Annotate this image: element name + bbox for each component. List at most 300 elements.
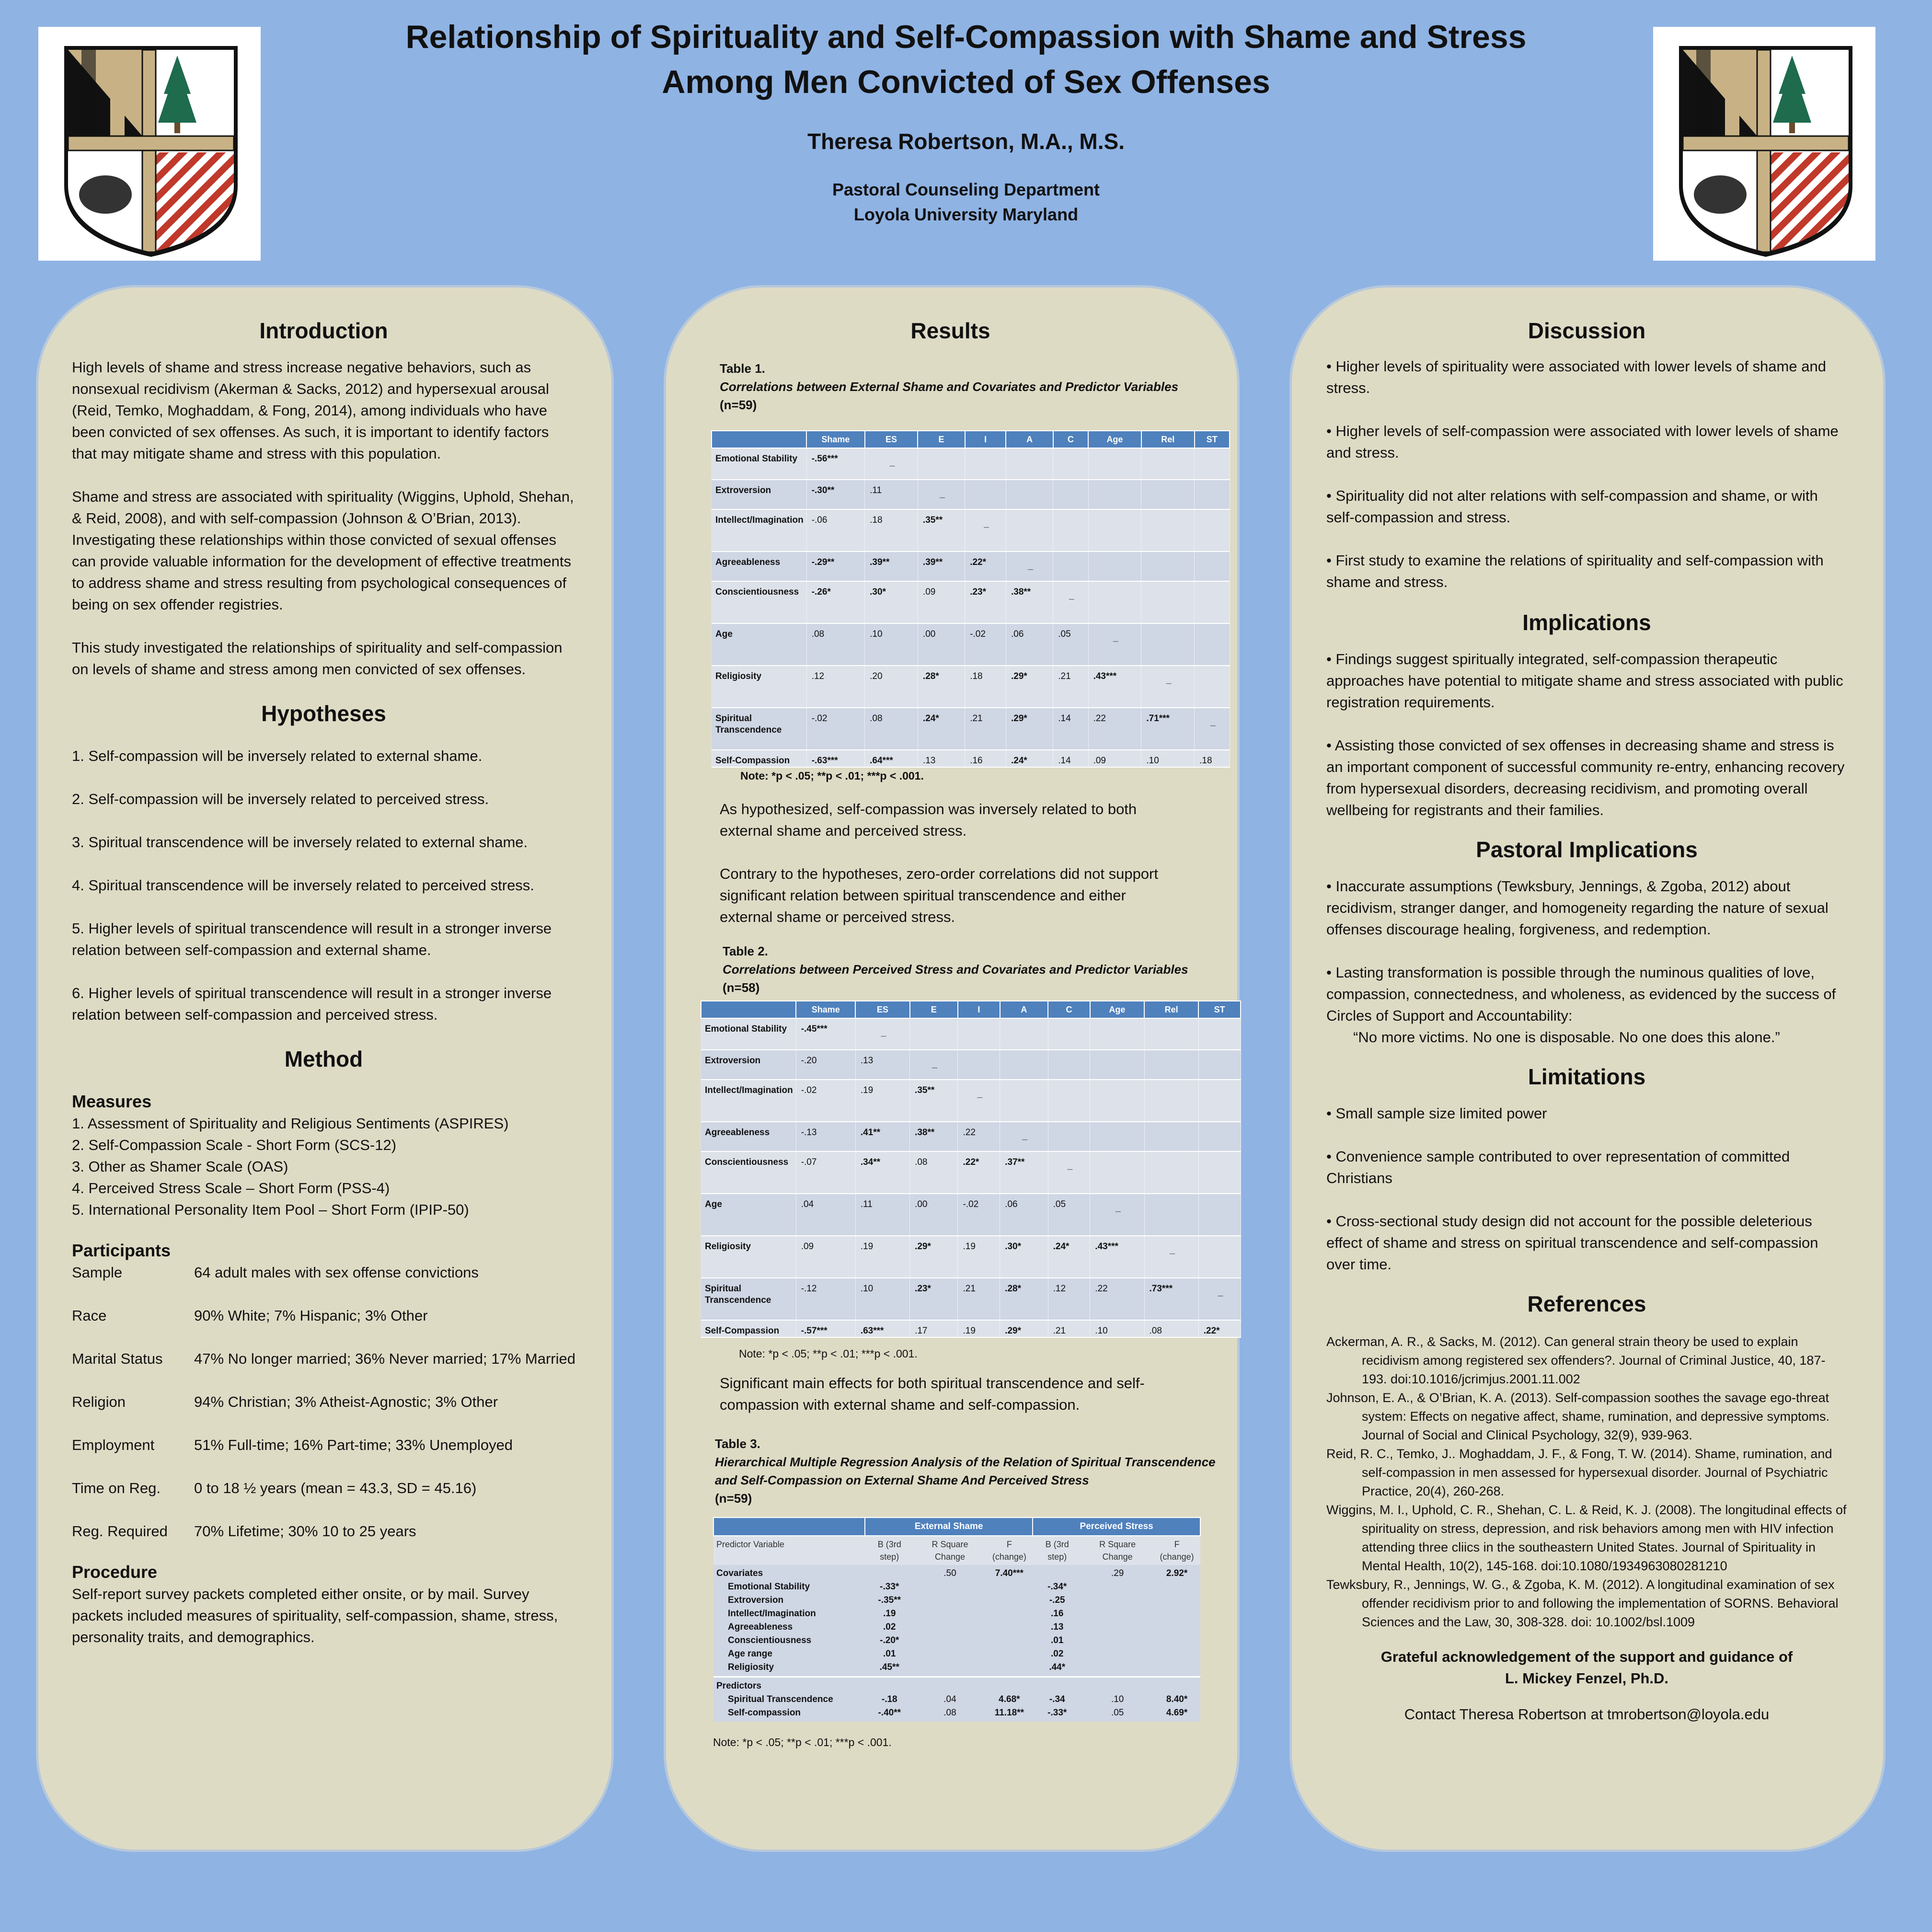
- row-label: Conscientiousness: [701, 1151, 796, 1194]
- table-cell: [1053, 448, 1088, 480]
- column-header: B (3rd step): [865, 1536, 914, 1565]
- results-heading: Results: [910, 318, 990, 343]
- table-cell: .12: [806, 666, 864, 708]
- column-header: E: [910, 1001, 958, 1018]
- table-cell: .04: [796, 1194, 855, 1236]
- column-header: ST: [1198, 1001, 1241, 1018]
- table-cell: _: [965, 509, 1006, 552]
- table-cell: .22: [1088, 708, 1141, 750]
- predictor-list: Spiritual Transcendence Self-compassion: [728, 1694, 833, 1718]
- table-label: Table 1.: [720, 361, 765, 376]
- column-header: ST: [1195, 431, 1230, 448]
- results-paragraph: As hypothesized, self-compassion was inversely related to both external shame and perceived stress.: [720, 801, 1137, 839]
- table-cell: _: [918, 480, 965, 509]
- table-cell: [1088, 448, 1141, 480]
- table-cell: .11: [855, 1194, 909, 1236]
- correlation-table-2: [701, 1000, 1241, 1338]
- results-paragraph: Contrary to the hypotheses, zero-order correlations did not support significant relation between spiritual transcendence and either external shame or perceived stress.: [720, 865, 1158, 925]
- table-cell: .17: [910, 1320, 958, 1337]
- table-n: (n=58): [723, 980, 760, 995]
- column-header: I: [958, 1001, 1000, 1018]
- table-cell: [1195, 509, 1230, 552]
- reference-item: Ackerman, A. R., & Sacks, M. (2012). Can general strain theory be used to explain recidivism among registered sex offenders?. Journal of Criminal Justice, 40, 187-193. doi:10.1016/jcrimjus.2001.11.002: [1326, 1334, 1826, 1386]
- table-cell: .09: [1088, 750, 1141, 767]
- table-cell: 2.92*: [1153, 1565, 1200, 1677]
- table-cell: .10: [1090, 1320, 1144, 1337]
- table-cell: [918, 448, 965, 480]
- implications-heading: Implications: [1522, 610, 1651, 635]
- participant-label: Religion: [72, 1393, 126, 1410]
- results-paragraph: Significant main effects for both spiritual transcendence and self-compassion with external shame and self-compassion.: [720, 1375, 1145, 1413]
- table-caption: Correlations between Perceived Stress and Covariates and Predictor Variables: [723, 962, 1188, 977]
- participant-value: 70% Lifetime; 30% 10 to 25 years: [194, 1523, 416, 1540]
- table-cell: [1141, 623, 1195, 666]
- table-cell: [1090, 1122, 1144, 1151]
- table-cell: .29*: [1006, 666, 1053, 708]
- table-cell: _: [1090, 1194, 1144, 1236]
- university-crest-logo-left: [38, 27, 261, 261]
- table-row: [701, 1050, 1241, 1080]
- table-cell: _: [1144, 1236, 1198, 1278]
- table-cell: .11: [865, 480, 918, 509]
- group-header: Perceived Stress: [1033, 1518, 1200, 1536]
- table-cell: .19: [958, 1236, 1000, 1278]
- affiliation: [268, 177, 1664, 227]
- table-cell: .24*: [918, 708, 965, 750]
- table-label: Table 2.: [723, 944, 768, 958]
- column-header: F (change): [1153, 1536, 1200, 1565]
- discussion-item: • Higher levels of self-compassion were associated with lower levels of shame and stress.: [1326, 423, 1839, 461]
- limitation-item: • Small sample size limited power: [1326, 1105, 1547, 1122]
- row-group-label: Covariates: [716, 1568, 763, 1578]
- table-cell: .28*: [1000, 1278, 1048, 1320]
- column-header: [712, 431, 806, 448]
- table-cell: .13: [855, 1050, 909, 1080]
- row-label: Agreeableness: [712, 552, 806, 581]
- table-cell: -.63***: [806, 750, 864, 767]
- table-cell: .18: [1195, 750, 1230, 767]
- method-heading: Method: [284, 1046, 363, 1071]
- table-cell: .23*: [965, 581, 1006, 623]
- table-cell: .22: [1090, 1278, 1144, 1320]
- table-cell: -.45***: [796, 1018, 855, 1050]
- table-cell: .43***: [1090, 1236, 1144, 1278]
- row-label: Intellect/Imagination: [701, 1080, 796, 1122]
- table-row: [701, 1236, 1241, 1278]
- table-cell: .14: [1053, 708, 1088, 750]
- table-cell: .04 .08: [914, 1677, 986, 1722]
- table-cell: .29: [1081, 1565, 1153, 1677]
- table-cell: .00: [910, 1194, 958, 1236]
- table2-caption: [685, 942, 1216, 997]
- pastoral-heading: Pastoral Implications: [1476, 837, 1698, 862]
- table-cell: .05: [1048, 1194, 1090, 1236]
- table-cell: [1195, 666, 1230, 708]
- measure-item: 5. International Personality Item Pool – Short Form (IPIP-50): [72, 1201, 469, 1218]
- column-header: A: [1006, 431, 1053, 448]
- table-cell: [1090, 1080, 1144, 1122]
- table-cell: [1048, 1080, 1090, 1122]
- row-label: Religiosity: [701, 1236, 796, 1278]
- poster-title: [268, 14, 1664, 104]
- participants-table: [72, 1262, 575, 1542]
- table-cell: [1048, 1018, 1090, 1050]
- participant-label: Race: [72, 1307, 107, 1324]
- table-cell: .10: [1141, 750, 1195, 767]
- table-cell: [1195, 448, 1230, 480]
- table-cell: .22*: [1198, 1320, 1241, 1337]
- table-cell: -.12: [796, 1278, 855, 1320]
- table-cell: -.06: [806, 509, 864, 552]
- table-cell: [1088, 509, 1141, 552]
- table-cell: .06: [1000, 1194, 1048, 1236]
- row-label: Emotional Stability: [701, 1018, 796, 1050]
- table-cell: .19: [958, 1320, 1000, 1337]
- intro-paragraph: Shame and stress are associated with spirituality (Wiggins, Uphold, Shehan, & Reid, 2008), and with self-compassion (Johnson & O’Brian, 2013). Investigating these relationships within those convicted of sexual offenses can provide valuable information for the development of effective treatments to address shame and stress resulting from psychological consequences of being on sex offender registries.: [72, 488, 574, 613]
- university-crest-logo-right: [1653, 27, 1875, 261]
- table-cell: [1198, 1236, 1241, 1278]
- hypothesis-item: 2. Self-compassion will be inversely related to perceived stress.: [72, 791, 489, 807]
- table-cell: .08: [910, 1151, 958, 1194]
- left-panel: [38, 288, 611, 1850]
- participant-label: Time on Reg.: [72, 1480, 161, 1496]
- pastoral-quote: “No more victims. No one is disposable. No one does this alone.”: [1353, 1029, 1780, 1046]
- measure-item: 2. Self-Compassion Scale - Short Form (SCS-12): [72, 1137, 397, 1153]
- hypothesis-item: 6. Higher levels of spiritual transcendence will result in a stronger inverse relation between self-compassion and perceived stress.: [72, 985, 552, 1023]
- participant-label: Sample: [72, 1264, 123, 1281]
- column-header: Shame: [796, 1001, 855, 1018]
- measures-heading: Measures: [72, 1092, 152, 1111]
- table-cell: .50: [914, 1565, 986, 1677]
- table-cell: [1006, 480, 1053, 509]
- measures-list: [72, 1113, 575, 1220]
- table-cell: .29*: [910, 1236, 958, 1278]
- table-cell: -.29**: [806, 552, 864, 581]
- author: Theresa Robertson, M.A., M.S.: [807, 129, 1125, 154]
- table-cell: [1198, 1151, 1241, 1194]
- row-label: Age: [701, 1194, 796, 1236]
- column-header: Shame: [806, 431, 864, 448]
- department: Pastoral Counseling Department: [832, 180, 1100, 199]
- hypothesis-item: 3. Spiritual transcendence will be inversely related to external shame.: [72, 834, 528, 851]
- column-header: Rel: [1141, 431, 1195, 448]
- table-cell: [1053, 509, 1088, 552]
- table-cell: .14: [1053, 750, 1088, 767]
- title-line-2: Among Men Convicted of Sex Offenses: [662, 64, 1270, 100]
- table-row: [701, 1151, 1241, 1194]
- hypothesis-item: 5. Higher levels of spiritual transcendence will result in a stronger inverse relation between self-compassion and external shame.: [72, 920, 552, 958]
- reference-item: Reid, R. C., Temko, J.. Moghaddam, J. F., & Fong, T. W. (2014). Shame, rumination, and self-compassion in men assessed for hypersexual disorder. Journal of Psychiatric Practice, 20(4), 260-268.: [1326, 1447, 1832, 1498]
- table-row: [701, 1122, 1241, 1151]
- table-cell: [965, 480, 1006, 509]
- limitation-item: • Cross-sectional study design did not account for the possible deleterious effect of shame and stress on spiritual transcendence and self-compassion over time.: [1326, 1213, 1818, 1273]
- table-cell: [1006, 448, 1053, 480]
- table-row: [712, 623, 1230, 666]
- table-cell: _: [1006, 552, 1053, 581]
- table-cell: [1144, 1080, 1198, 1122]
- table-cell: [1141, 480, 1195, 509]
- table-cell: [1000, 1080, 1048, 1122]
- table-cell: .73***: [1144, 1278, 1198, 1320]
- table-cell: -.26*: [806, 581, 864, 623]
- table-row: [701, 1278, 1241, 1320]
- hypothesis-item: 4. Spiritual transcendence will be inversely related to perceived stress.: [72, 877, 534, 894]
- table-cell: [1198, 1080, 1241, 1122]
- table-cell: .41**: [855, 1122, 909, 1151]
- table-cell: [1141, 509, 1195, 552]
- table-cell: [1141, 552, 1195, 581]
- table-cell: .06: [1006, 623, 1053, 666]
- column-header: B (3rd step): [1033, 1536, 1081, 1565]
- table-cell: -.57***: [796, 1320, 855, 1337]
- table-cell: .38**: [910, 1122, 958, 1151]
- discussion-heading: Discussion: [1528, 318, 1646, 343]
- table-cell: [1195, 581, 1230, 623]
- table-note: Note: *p < .05; **p < .01; ***p < .001.: [740, 770, 924, 782]
- column-header: Predictor Variable: [713, 1536, 865, 1565]
- table-cell: .39**: [918, 552, 965, 581]
- participant-value: 51% Full-time; 16% Part-time; 33% Unemployed: [194, 1437, 513, 1453]
- table-cell: [1048, 1122, 1090, 1151]
- table-cell: [1144, 1050, 1198, 1080]
- table-cell: .21: [1053, 666, 1088, 708]
- table-cell: [1144, 1122, 1198, 1151]
- table-cell: [1141, 448, 1195, 480]
- column-header: ES: [855, 1001, 909, 1018]
- table-cell: .34**: [855, 1151, 909, 1194]
- table-cell: .38**: [1006, 581, 1053, 623]
- table-cell: .23*: [910, 1278, 958, 1320]
- acknowledgement: Grateful acknowledgement of the support and guidance of: [1380, 1648, 1793, 1665]
- table-cell: .29*: [1000, 1320, 1048, 1337]
- table-cell: _: [1053, 581, 1088, 623]
- table-cell: [1053, 552, 1088, 581]
- table-cell: -.34* -.25 .16 .13 .01 .02 .44*: [1033, 1565, 1081, 1677]
- table-row: [701, 1194, 1241, 1236]
- table-cell: [910, 1018, 958, 1050]
- table-cell: [1144, 1194, 1198, 1236]
- table-cell: .71***: [1141, 708, 1195, 750]
- table-cell: [1195, 552, 1230, 581]
- group-header: External Shame: [865, 1518, 1033, 1536]
- table-cell: .20: [865, 666, 918, 708]
- participant-label: Reg. Required: [72, 1523, 168, 1540]
- table-cell: [1088, 552, 1141, 581]
- row-label: Spiritual Transcendence: [701, 1278, 796, 1320]
- column-header: R Square Change: [1081, 1536, 1153, 1565]
- table-cell: [1000, 1018, 1048, 1050]
- participant-value: 47% No longer married; 36% Never married; 17% Married: [194, 1350, 575, 1367]
- table-cell: [1048, 1050, 1090, 1080]
- column-header: ES: [865, 431, 918, 448]
- covariate-list: Emotional Stability Extroversion Intellect/Imagination Agreeableness Conscientiousness Age range Religiosity: [728, 1582, 816, 1672]
- table-cell: .39**: [865, 552, 918, 581]
- table-cell: .10: [855, 1278, 909, 1320]
- regression-table: [713, 1517, 1201, 1722]
- crest-icon: [38, 27, 261, 261]
- column-header: R Square Change: [914, 1536, 986, 1565]
- table-cell: _: [1048, 1151, 1090, 1194]
- table-cell: .29*: [1006, 708, 1053, 750]
- column-header: Age: [1090, 1001, 1144, 1018]
- table-cell: .18: [965, 666, 1006, 708]
- table-row: [701, 1080, 1241, 1122]
- table-cell: [1198, 1122, 1241, 1151]
- table-row: [712, 552, 1230, 581]
- table-cell: -.02: [958, 1194, 1000, 1236]
- table-cell: .21: [958, 1278, 1000, 1320]
- table-row: [712, 448, 1230, 480]
- row-label: Spiritual Transcendence: [712, 708, 806, 750]
- table-cell: 7.40***: [986, 1565, 1033, 1677]
- table3-caption: [685, 1435, 1216, 1507]
- table-cell: .22*: [958, 1151, 1000, 1194]
- table-row: [712, 581, 1230, 623]
- table-cell: .64***: [865, 750, 918, 767]
- university: Loyola University Maryland: [853, 205, 1079, 224]
- table-cell: .63***: [855, 1320, 909, 1337]
- table-cell: [1006, 509, 1053, 552]
- correlation-table-1: [711, 430, 1230, 768]
- table-row: [712, 666, 1230, 708]
- table-cell: [1090, 1151, 1144, 1194]
- table-row: [712, 708, 1230, 750]
- pastoral-item: • Inaccurate assumptions (Tewksbury, Jennings, & Zgoba, 2012) about recidivism, stranger danger, and homogeneity regarding the nature of sexual offenses discourage healing, forgiveness, and redemption.: [1326, 878, 1828, 938]
- table-cell: [1088, 581, 1141, 623]
- table-cell: _: [1088, 623, 1141, 666]
- table-cell: [1144, 1018, 1198, 1050]
- row-label: Conscientiousness: [712, 581, 806, 623]
- column-header: A: [1000, 1001, 1048, 1018]
- table-cell: .30*: [865, 581, 918, 623]
- table-cell: -.20: [796, 1050, 855, 1080]
- participants-heading: Participants: [72, 1241, 171, 1260]
- table-row: [701, 1018, 1241, 1050]
- discussion-item: • First study to examine the relations of spirituality and self-compassion with shame and stress.: [1326, 552, 1824, 590]
- intro-paragraph: High levels of shame and stress increase negative behaviors, such as nonsexual recidivism (Akerman & Sacks, 2012) and hypersexual arousal (Reid, Temko, Moghaddam, & Fong, 2014), among individuals who have been convicted of sex offenses. As such, it is important to identify factors that may mitigate shame and stress with this population.: [72, 359, 549, 462]
- table-cell: .00: [918, 623, 965, 666]
- table-cell: .24*: [1006, 750, 1053, 767]
- table-cell: [1195, 623, 1230, 666]
- table-cell: .08: [806, 623, 864, 666]
- table-cell: .22*: [965, 552, 1006, 581]
- table-cell: [1198, 1194, 1241, 1236]
- table-cell: -.56***: [806, 448, 864, 480]
- table-cell: .28*: [918, 666, 965, 708]
- hypotheses-heading: Hypotheses: [261, 701, 386, 726]
- column-header: E: [918, 431, 965, 448]
- table-cell: .09: [796, 1236, 855, 1278]
- table-cell: 8.40* 4.69*: [1153, 1677, 1200, 1722]
- row-label: Self-Compassion: [712, 750, 806, 767]
- table-row: [712, 480, 1230, 509]
- references-list: [1326, 1333, 1847, 1632]
- row-label: Religiosity: [712, 666, 806, 708]
- crest-icon: [1653, 27, 1875, 261]
- row-label: Extroversion: [701, 1050, 796, 1080]
- title-line-1: Relationship of Spirituality and Self-Compassion with Shame and Stress: [405, 19, 1527, 55]
- table-cell: .21: [965, 708, 1006, 750]
- table-cell: [1195, 480, 1230, 509]
- table-cell: [1198, 1050, 1241, 1080]
- measure-item: 4. Perceived Stress Scale – Short Form (PSS-4): [72, 1180, 390, 1196]
- column-header: Age: [1088, 431, 1141, 448]
- row-label: Agreeableness: [701, 1122, 796, 1151]
- table-cell: -.07: [796, 1151, 855, 1194]
- table-cell: _: [1000, 1122, 1048, 1151]
- table-cell: .13: [918, 750, 965, 767]
- pastoral-item: • Lasting transformation is possible through the numinous qualities of love, compassion, connectedness, and wholeness, as evidenced by the success of Circles of Support and Accountability:: [1326, 964, 1836, 1024]
- table-cell: .08: [1144, 1320, 1198, 1337]
- table-cell: .30*: [1000, 1236, 1048, 1278]
- table-row: [712, 750, 1230, 767]
- poster-header: [268, 14, 1664, 227]
- table-cell: .37**: [1000, 1151, 1048, 1194]
- table-cell: [1000, 1050, 1048, 1080]
- table-cell: _: [958, 1080, 1000, 1122]
- table-cell: .35**: [918, 509, 965, 552]
- right-panel: [1292, 288, 1883, 1850]
- participant-value: 64 adult males with sex offense convictions: [194, 1264, 479, 1281]
- table-cell: _: [1198, 1278, 1241, 1320]
- row-label: Emotional Stability: [712, 448, 806, 480]
- participant-value: 90% White; 7% Hispanic; 3% Other: [194, 1307, 428, 1324]
- table-cell: .19: [855, 1236, 909, 1278]
- row-label: Extroversion: [712, 480, 806, 509]
- column-header: F (change): [986, 1536, 1033, 1565]
- table-row: [712, 509, 1230, 552]
- table-cell: [958, 1018, 1000, 1050]
- table-cell: .19: [855, 1080, 909, 1122]
- participant-label: Marital Status: [72, 1350, 163, 1367]
- table-cell: -.34 -.33*: [1033, 1677, 1081, 1722]
- table-cell: 4.68* 11.18**: [986, 1677, 1033, 1722]
- row-group-label: Predictors: [716, 1681, 761, 1691]
- references-heading: References: [1527, 1291, 1646, 1316]
- table-cell: .18: [865, 509, 918, 552]
- hypothesis-item: 1. Self-compassion will be inversely related to external shame.: [72, 748, 483, 764]
- table-cell: .08: [865, 708, 918, 750]
- table-cell: .09: [918, 581, 965, 623]
- intro-paragraph: This study investigated the relationships of spirituality and self-compassion on levels of shame and stress among men convicted of sex offenses.: [72, 639, 563, 678]
- procedure-text: Self-report survey packets completed either onsite, or by mail. Survey packets included measures of spirituality, self-compassion, shame, stress, personality traits, and demographics.: [72, 1586, 558, 1645]
- row-label: Intellect/Imagination: [712, 509, 806, 552]
- table-cell: .16: [965, 750, 1006, 767]
- table-caption: Hierarchical Multiple Regression Analysis of the Relation of Spiritual Transcendence and Self-Compassion on External Shame And Perceived Stress: [715, 1455, 1216, 1487]
- column-header: C: [1053, 431, 1088, 448]
- table-cell: .21: [1048, 1320, 1090, 1337]
- table-cell: -.02: [806, 708, 864, 750]
- table-n: (n=59): [720, 398, 757, 412]
- table-cell: [1141, 581, 1195, 623]
- table-cell: -.18 -.40**: [865, 1677, 914, 1722]
- table-cell: [1144, 1151, 1198, 1194]
- procedure-heading: Procedure: [72, 1562, 158, 1582]
- table-cell: [1053, 480, 1088, 509]
- measure-item: 1. Assessment of Spirituality and Religious Sentiments (ASPIRES): [72, 1115, 509, 1132]
- table-n: (n=59): [715, 1491, 752, 1506]
- table-cell: _: [910, 1050, 958, 1080]
- table-caption: Correlations between External Shame and Covariates and Predictor Variables: [720, 380, 1179, 394]
- table-cell: _: [1195, 708, 1230, 750]
- introduction-heading: Introduction: [259, 318, 388, 343]
- acknowledgement-name: L. Mickey Fenzel, Ph.D.: [1505, 1670, 1669, 1687]
- discussion-item: • Higher levels of spirituality were associated with lower levels of shame and stress.: [1326, 358, 1826, 396]
- table-cell: [1090, 1050, 1144, 1080]
- table-cell: .10: [865, 623, 918, 666]
- reference-item: Wiggins, M. I., Uphold, C. R., Shehan, C. L. & Reid, K. J. (2008). The longitudinal effects of spirituality on stress, depression, and risk behaviors among men with HIV infection attending three cliics in the southeastern United States. Journal of Spirituality in Mental Health, 10(2), 145-168. doi:10.1080/1934963080281210: [1326, 1503, 1847, 1573]
- table-cell: _: [855, 1018, 909, 1050]
